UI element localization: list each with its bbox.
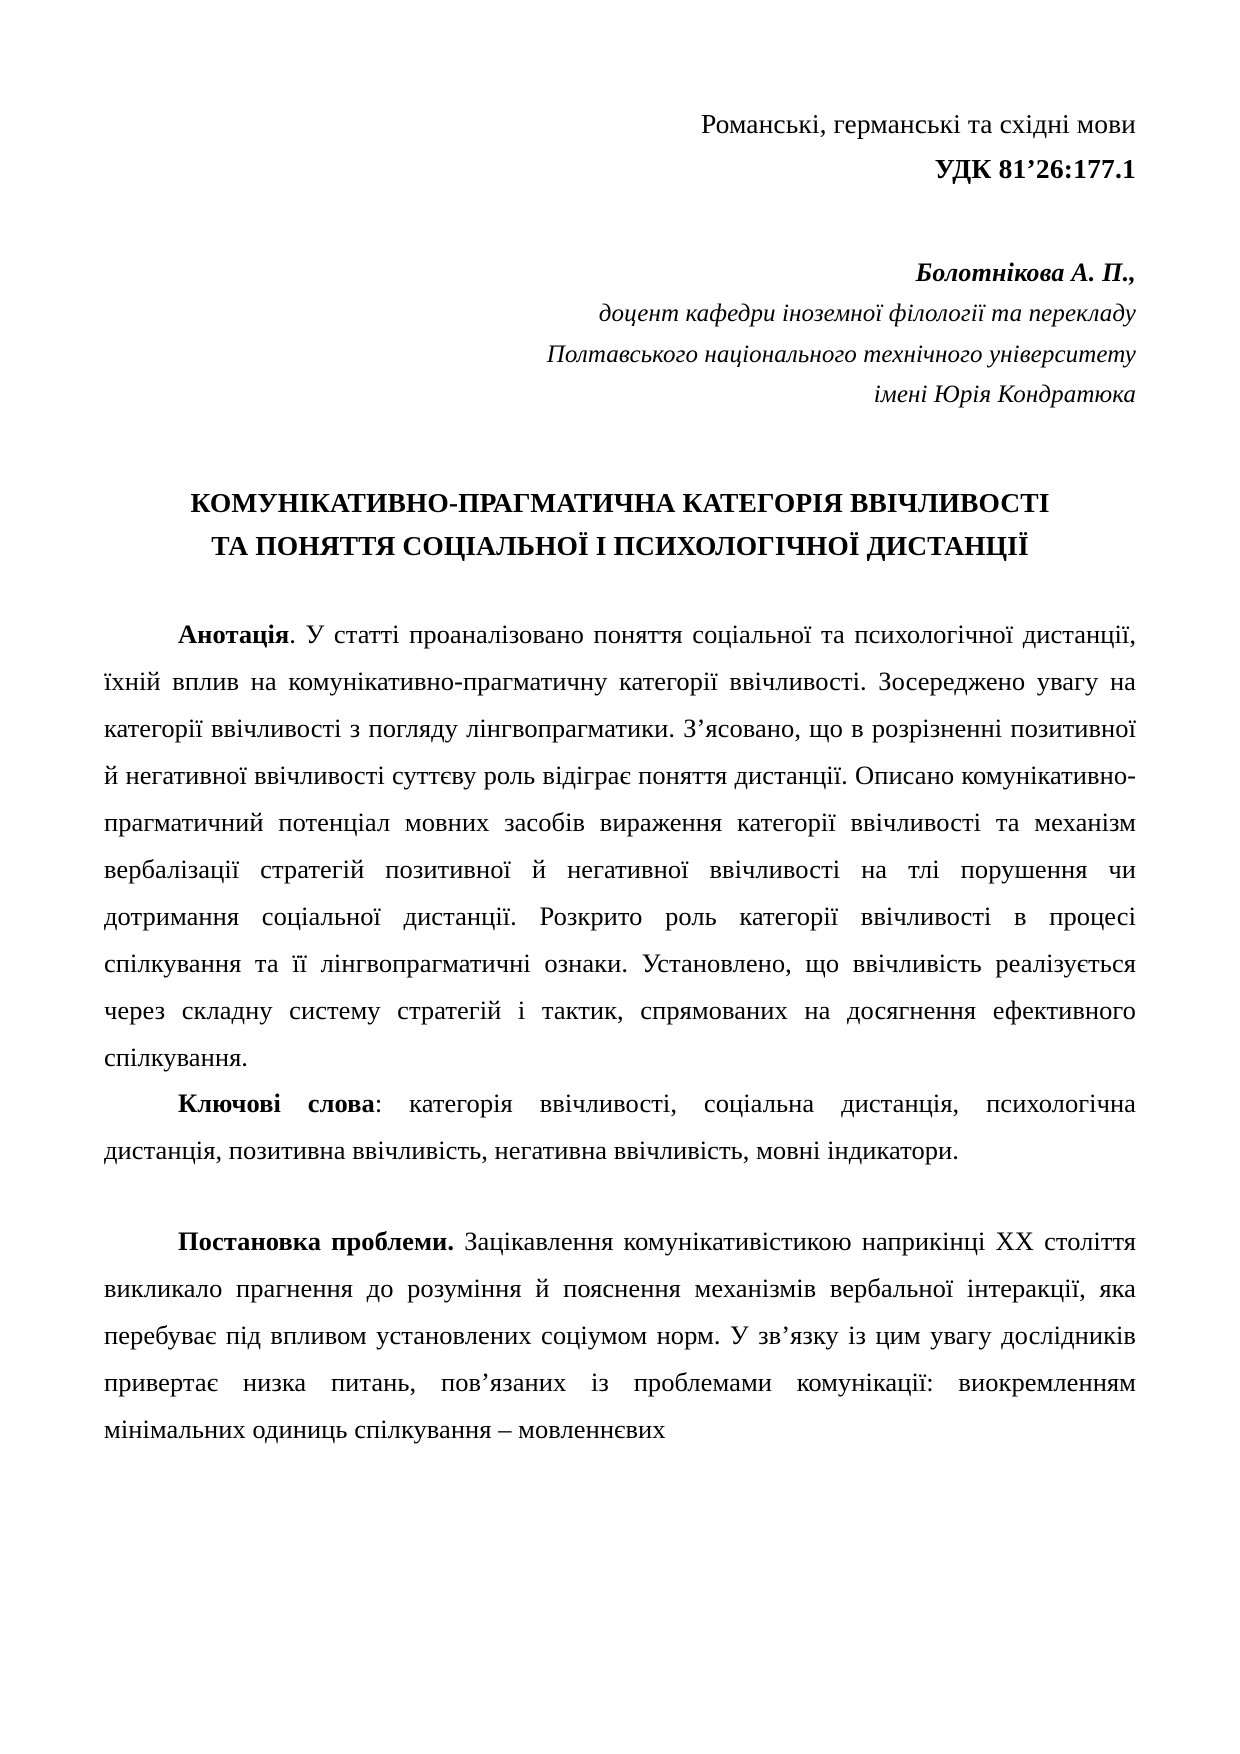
page-content [104, 104, 1136, 1453]
introduction-section [104, 1218, 1136, 1452]
abstract-section [104, 611, 1136, 1174]
keywords-label: Ключові слова [178, 1088, 375, 1119]
author-affiliation-line-3: імені Юрія Кондратюка [873, 381, 1136, 409]
author-block [104, 252, 1136, 416]
running-head: Романські, германські та східні мови [700, 108, 1136, 139]
author-affiliation-line-2: Полтавського національного технічного університету [546, 340, 1136, 368]
article-title-line-2: ТА ПОНЯТТЯ СОЦІАЛЬНОЇ І ПСИХОЛОГІЧНОЇ ДИСТАНЦІЇ [211, 529, 1029, 561]
author-affiliation-line-1: доцент кафедри іноземної філології та перекладу [598, 300, 1136, 328]
introduction-paragraph [104, 1218, 1136, 1452]
article-title-line-1: КОМУНІКАТИВНО-ПРАГМАТИЧНА КАТЕГОРІЯ ВВІЧЛИВОСТІ [190, 486, 1050, 518]
abstract-label: Анотація [178, 619, 290, 650]
author-name: Болотнікова А. П., [915, 258, 1136, 288]
udk-code: УДК 81’26:177.1 [934, 153, 1136, 185]
abstract-text: . У статті проаналізовано поняття соціальної та психологічної дистанції, їхній вплив на комунікативно-прагматичну категорії ввічливості. Зосереджено увагу на категорії ввічливості з погляду лінгвопрагматики. З’ясовано, що в розрізненні позитивної й негативної ввічливості суттєву роль відіграє поняття дистанції. Описано комунікативно-прагматичний потенціал мовних засобів вираження категорії ввічливості та механізм вербалізації стратегій позитивної й негативної ввічливості на тлі порушення чи дотримання соціальної дистанції. Розкрито роль категорії ввічливості в процесі спілкування та її лінгвопрагматичні ознаки. Установлено, що ввічливість реалізується через складну систему стратегій і тактик, спрямованих на досягнення ефективного спілкування. [104, 619, 1136, 1072]
abstract-paragraph [104, 611, 1136, 1080]
introduction-text: Зацікавлення комунікативістикою наприкінці ХХ століття викликало прагнення до розуміння й пояснення механізмів вербальної інтеракції, яка перебуває під впливом установлених соціумом норм. У зв’язку із цим увагу дослідників привертає низка питань, пов’язаних із проблемами комунікації: виокремленням мінімальних одиниць спілкування – мовленнєвих [104, 1226, 1136, 1444]
keywords-paragraph [104, 1080, 1136, 1174]
keywords-text: : категорія ввічливості, соціальна дистанція, психологічна дистанція, позитивна ввічливість, негативна ввічливість, мовні індикатори. [104, 1088, 1136, 1166]
article-title [104, 482, 1136, 568]
introduction-label: Постановка проблеми. [178, 1226, 455, 1257]
